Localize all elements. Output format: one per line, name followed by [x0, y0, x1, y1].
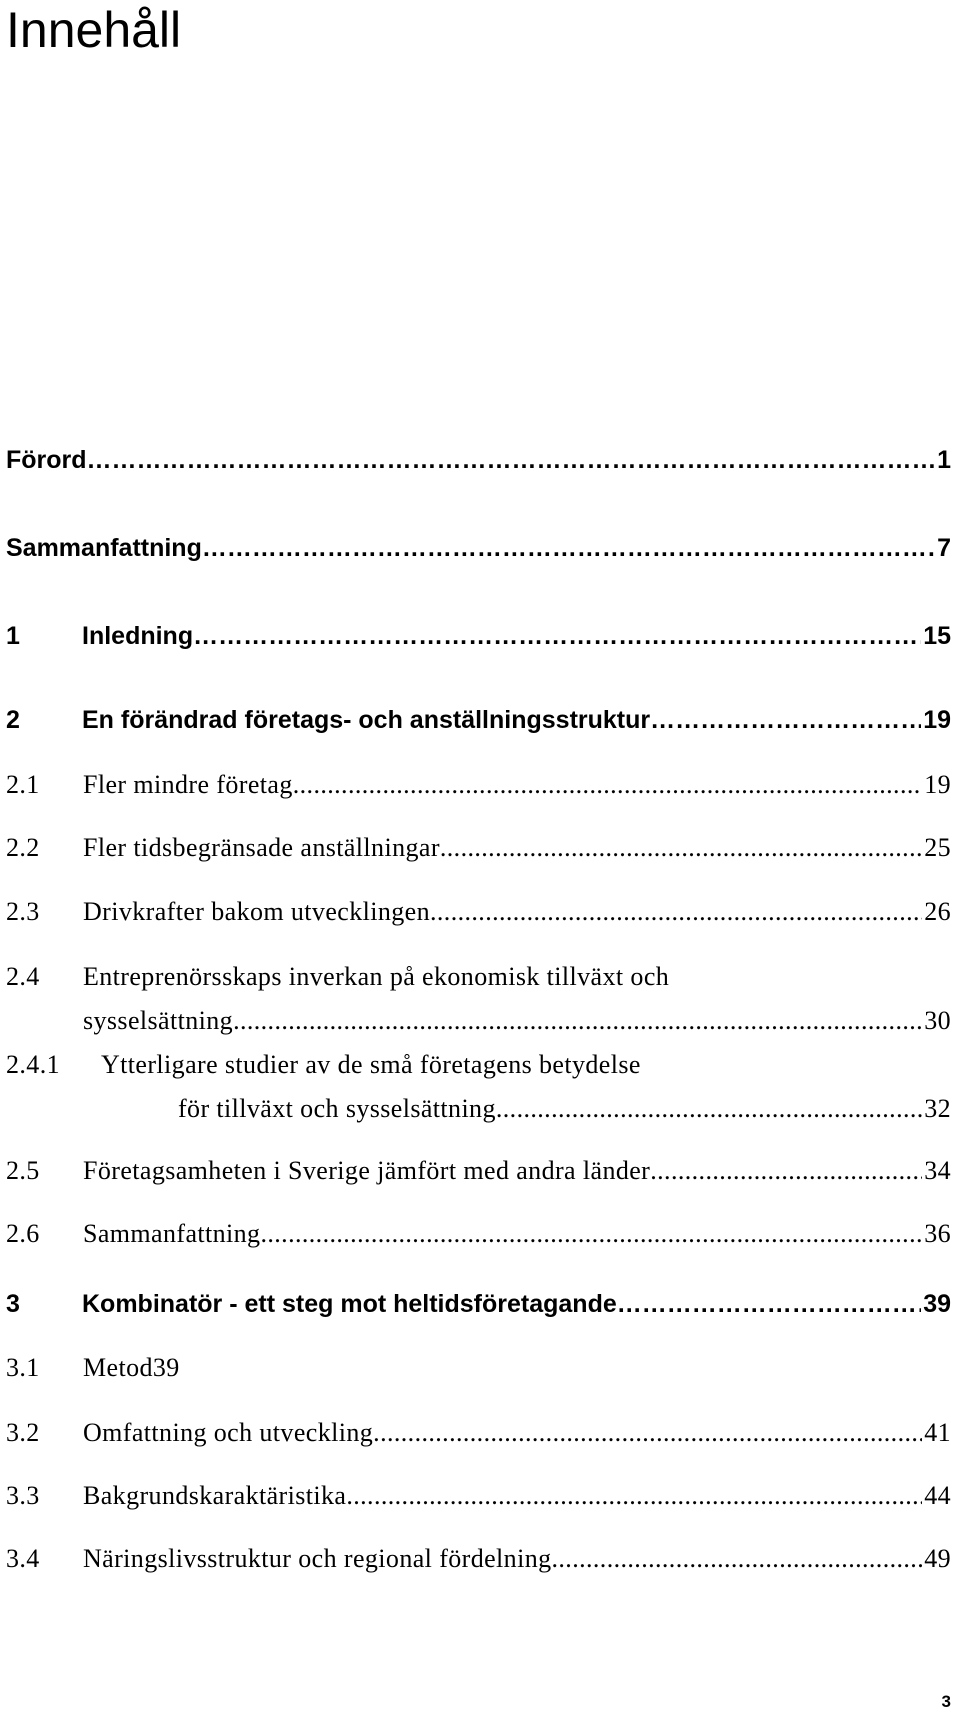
- dot-leader: [87, 446, 936, 475]
- page-title: Innehåll: [6, 2, 182, 58]
- dot-leader: [650, 1156, 922, 1186]
- toc-page-number: 41: [924, 1418, 951, 1447]
- toc-entry-sammanfattning[interactable]: [6, 534, 951, 563]
- toc-label: Näringslivsstruktur och regional fördelning: [83, 1544, 552, 1573]
- toc-number: 2.2: [6, 833, 40, 862]
- toc-entry-2-4-1-continuation[interactable]: [178, 1094, 951, 1124]
- dot-leader: [496, 1094, 922, 1124]
- toc-page-number: 39: [923, 1290, 951, 1318]
- toc-number: 3.4: [6, 1544, 40, 1573]
- toc-page-number: 19: [923, 706, 951, 734]
- toc-number: 2.4: [6, 962, 40, 991]
- toc-entry-3-1[interactable]: [6, 1353, 951, 1383]
- toc-page-number: 26: [924, 897, 951, 926]
- toc-entry-2-6[interactable]: [6, 1219, 951, 1249]
- toc-entry-forord[interactable]: [6, 446, 951, 475]
- toc-page-number: 36: [924, 1219, 951, 1248]
- toc-label: Omfattning och utveckling: [83, 1418, 374, 1447]
- toc-number: 2.5: [6, 1156, 40, 1185]
- dot-leader: [346, 1481, 922, 1511]
- toc-label: En förändrad företags- och anställningsstruktur: [82, 706, 651, 734]
- dot-leader: [430, 897, 922, 927]
- toc-page-number: 25: [924, 833, 951, 862]
- toc-label: Fler tidsbegränsade anställningar: [83, 833, 440, 862]
- toc-label: Ytterligare studier av de små företagens betydelse: [101, 1050, 641, 1079]
- dot-leader: [193, 622, 921, 651]
- toc-page-number: 34: [924, 1156, 951, 1185]
- toc-page-number: 7: [937, 534, 951, 562]
- toc-number: 2: [6, 706, 20, 734]
- toc-label: för tillväxt och sysselsättning: [178, 1094, 496, 1123]
- toc-page-number: 1: [937, 446, 951, 474]
- footer-page-number: 3: [941, 1692, 951, 1711]
- dot-leader: [617, 1290, 921, 1319]
- toc-entry-chapter-3[interactable]: [6, 1290, 951, 1319]
- dot-leader: [650, 706, 921, 735]
- toc-label: Bakgrundskaraktäristika: [83, 1481, 347, 1510]
- toc-label: sysselsättning: [83, 1006, 234, 1035]
- toc-entry-2-4-1[interactable]: [6, 1050, 951, 1080]
- toc-entry-2-5[interactable]: [6, 1156, 951, 1186]
- toc-number: 3.1: [6, 1353, 40, 1382]
- toc-label: Sammanfattning: [83, 1219, 261, 1248]
- toc-label: Metod39: [83, 1353, 180, 1382]
- toc-number: 2.6: [6, 1219, 40, 1248]
- dot-leader: [260, 1219, 922, 1249]
- toc-number: 2.4.1: [6, 1050, 60, 1079]
- toc-entry-2-1[interactable]: [6, 770, 951, 800]
- toc-label: Fler mindre företag: [83, 770, 293, 799]
- toc-label: Sammanfattning: [6, 534, 202, 562]
- toc-label: Kombinatör - ett steg mot heltidsföretagande: [82, 1290, 617, 1318]
- toc-entry-2-4[interactable]: [6, 962, 951, 992]
- toc-label: Företagsamheten i Sverige jämfört med andra länder: [83, 1156, 651, 1185]
- toc-entry-2-3[interactable]: [6, 897, 951, 927]
- toc-page-number: 32: [924, 1094, 951, 1123]
- toc-entry-2-4-continuation[interactable]: [83, 1006, 951, 1036]
- toc-number: 3: [6, 1290, 20, 1318]
- dot-leader: [440, 833, 922, 863]
- dot-leader: [233, 1006, 922, 1036]
- toc-label: Inledning: [82, 622, 194, 650]
- toc-page-number: 49: [924, 1544, 951, 1573]
- toc-number: 2.1: [6, 770, 40, 799]
- toc-entry-2-2[interactable]: [6, 833, 951, 863]
- toc-page-number: 30: [924, 1006, 951, 1035]
- toc-entry-3-2[interactable]: [6, 1418, 951, 1448]
- dot-leader: [373, 1418, 922, 1448]
- toc-page-number: 15: [923, 622, 951, 650]
- dot-leader: [293, 770, 922, 800]
- toc-page-number: 44: [924, 1481, 951, 1510]
- toc-number: 2.3: [6, 897, 40, 926]
- toc-entry-3-3[interactable]: [6, 1481, 951, 1511]
- toc-number: 3.2: [6, 1418, 40, 1447]
- toc-number: 1: [6, 622, 20, 650]
- dot-leader: [552, 1544, 923, 1574]
- toc-entry-chapter-1[interactable]: [6, 622, 951, 651]
- toc-page-number: 19: [924, 770, 951, 799]
- toc-label: Drivkrafter bakom utvecklingen: [83, 897, 430, 926]
- toc-entry-3-4[interactable]: [6, 1544, 951, 1574]
- dot-leader: [202, 534, 935, 563]
- toc-label: Förord: [6, 446, 87, 474]
- toc-number: 3.3: [6, 1481, 40, 1510]
- toc-entry-chapter-2[interactable]: [6, 706, 951, 735]
- toc-label: Entreprenörsskaps inverkan på ekonomisk tillväxt och: [83, 962, 670, 991]
